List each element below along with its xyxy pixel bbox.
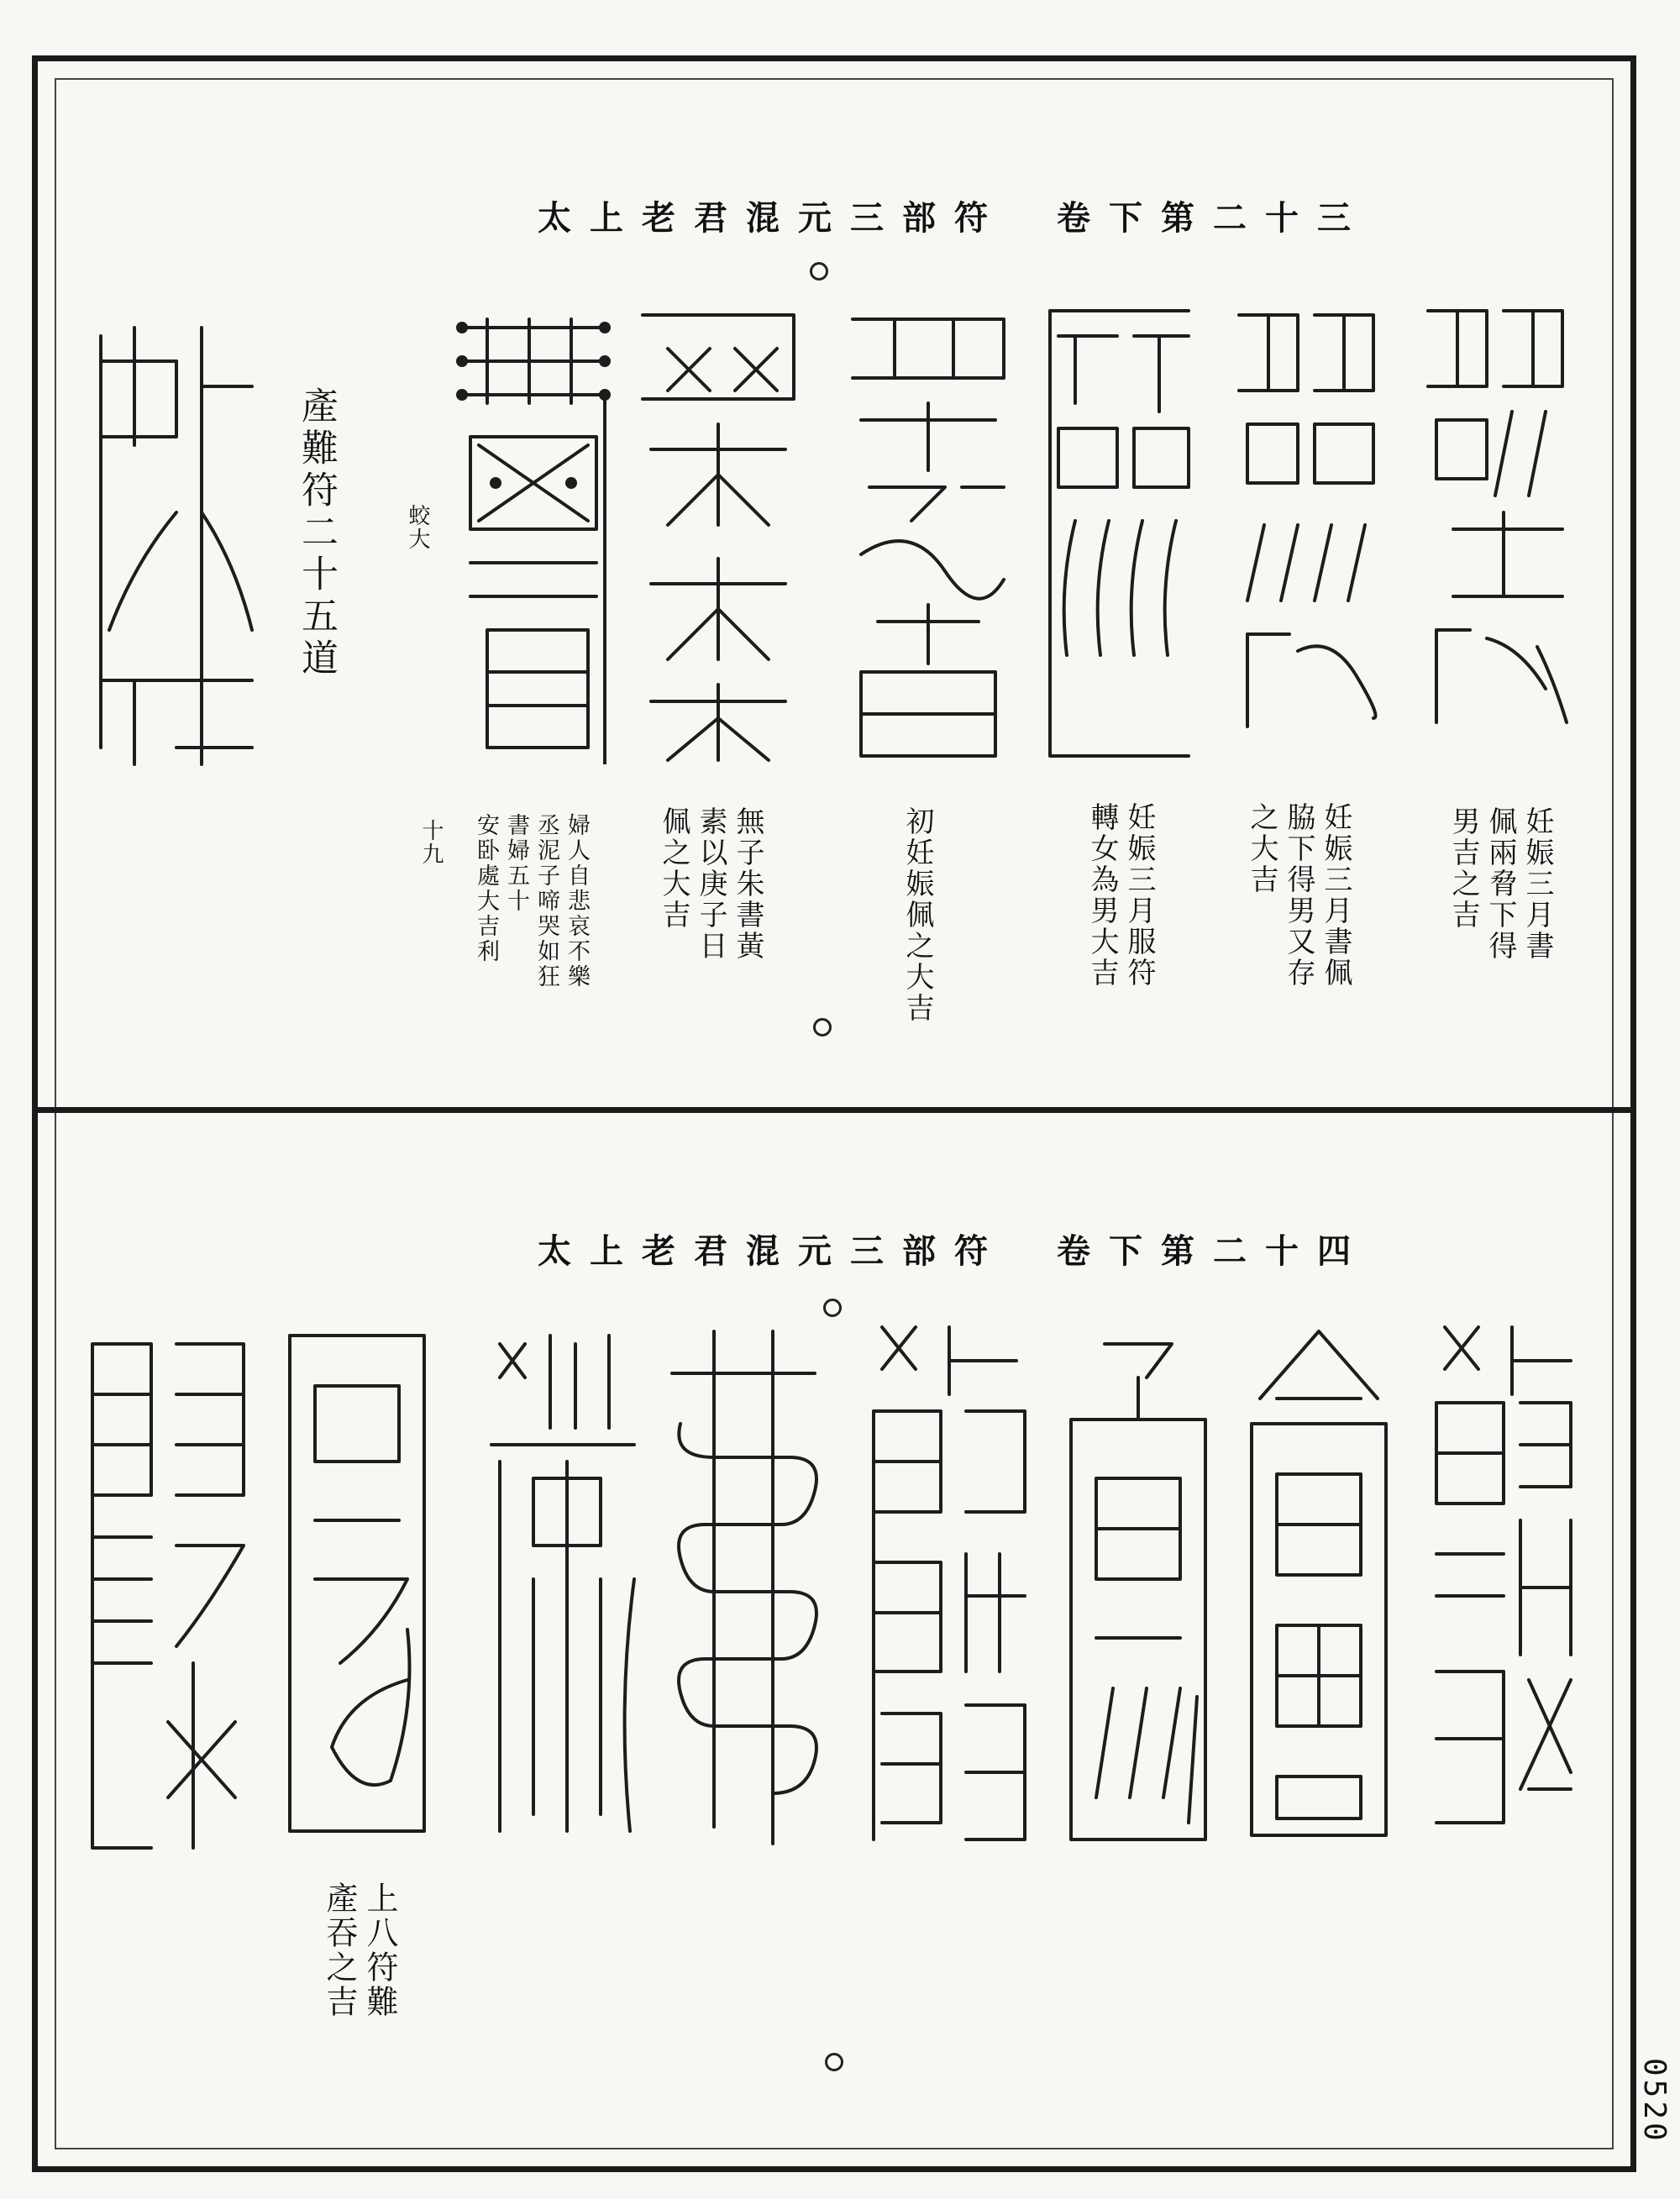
top-header (538, 192, 1369, 239)
small-mark: 蛟大 (405, 504, 430, 551)
talisman-bottom-2 (281, 1327, 433, 1848)
note-1 (1445, 806, 1556, 962)
talisman-top-6 (1231, 298, 1382, 735)
note-3-line: 妊娠三月服符 (1122, 802, 1156, 989)
binding-hole-top-1 (810, 262, 828, 281)
bottom-note-line: 上八符難 (361, 1881, 398, 2019)
binding-hole-top-2 (813, 1018, 832, 1037)
note-4-line: 初妊娠佩之大吉 (900, 806, 934, 1024)
top-title: 產難符二十五道 (295, 386, 338, 680)
note-1-line: 男吉之吉 (1446, 806, 1480, 931)
note-2-line: 之大吉 (1245, 802, 1278, 895)
note-5 (655, 806, 766, 962)
top-header-title: 太上老君混元三部符 (538, 198, 1006, 238)
note-6 (470, 813, 591, 989)
note-1-line: 妊娠三月書 (1520, 806, 1554, 962)
binding-hole-bottom-2 (825, 2053, 843, 2071)
bottom-note-line: 產吞之吉 (321, 1881, 358, 2019)
talisman-top-3 (634, 307, 802, 777)
talisman-top-7 (1420, 294, 1571, 731)
note-5-line: 無子朱書黃 (731, 806, 764, 962)
talisman-bottom-5 (865, 1319, 1033, 1856)
talisman-top-5 (1042, 302, 1197, 764)
note-4 (899, 806, 936, 1024)
note-3-line: 轉女為男大吉 (1085, 802, 1119, 989)
talisman-bottom-4 (664, 1323, 823, 1852)
number-nineteen: 十九 (418, 819, 444, 866)
note-2 (1243, 802, 1354, 989)
bottom-note (319, 1881, 400, 2019)
talisman-bottom-8 (1428, 1319, 1579, 1856)
top-header-part: 卷下第二十三 (1057, 198, 1369, 238)
talisman-bottom-7 (1243, 1323, 1394, 1852)
note-5-line: 佩之大吉 (657, 806, 690, 931)
note-6-line: 安卧處大吉利 (473, 813, 499, 964)
talisman-bottom-3 (483, 1327, 643, 1848)
binding-hole-bottom-1 (823, 1299, 842, 1317)
page-frame (32, 55, 1636, 2172)
talisman-bottom-1 (84, 1327, 252, 1865)
note-2-line: 脇下得男又存 (1282, 802, 1315, 989)
page-number: 0520 (1637, 2058, 1672, 2144)
bottom-header-title: 太上老君混元三部符 (538, 1231, 1006, 1271)
note-1-line: 佩兩脅下得 (1483, 806, 1517, 962)
talisman-top-1 (84, 311, 260, 781)
note-6-line: 丞泥子啼哭如狂 (533, 813, 559, 989)
note-6-line: 書婦五十 (503, 813, 529, 914)
talisman-top-4 (844, 302, 1012, 773)
bottom-header-part: 卷下第二十四 (1057, 1231, 1369, 1271)
page-divider (32, 1107, 1636, 1113)
bottom-header (538, 1225, 1369, 1273)
note-5-line: 素以庚子日 (694, 806, 727, 962)
note-3 (1084, 802, 1158, 989)
talisman-bottom-6 (1063, 1327, 1214, 1856)
note-2-line: 妊娠三月書佩 (1319, 802, 1352, 989)
talisman-top-2 (454, 311, 622, 764)
note-6-line: 婦人自悲哀不樂 (564, 813, 590, 989)
